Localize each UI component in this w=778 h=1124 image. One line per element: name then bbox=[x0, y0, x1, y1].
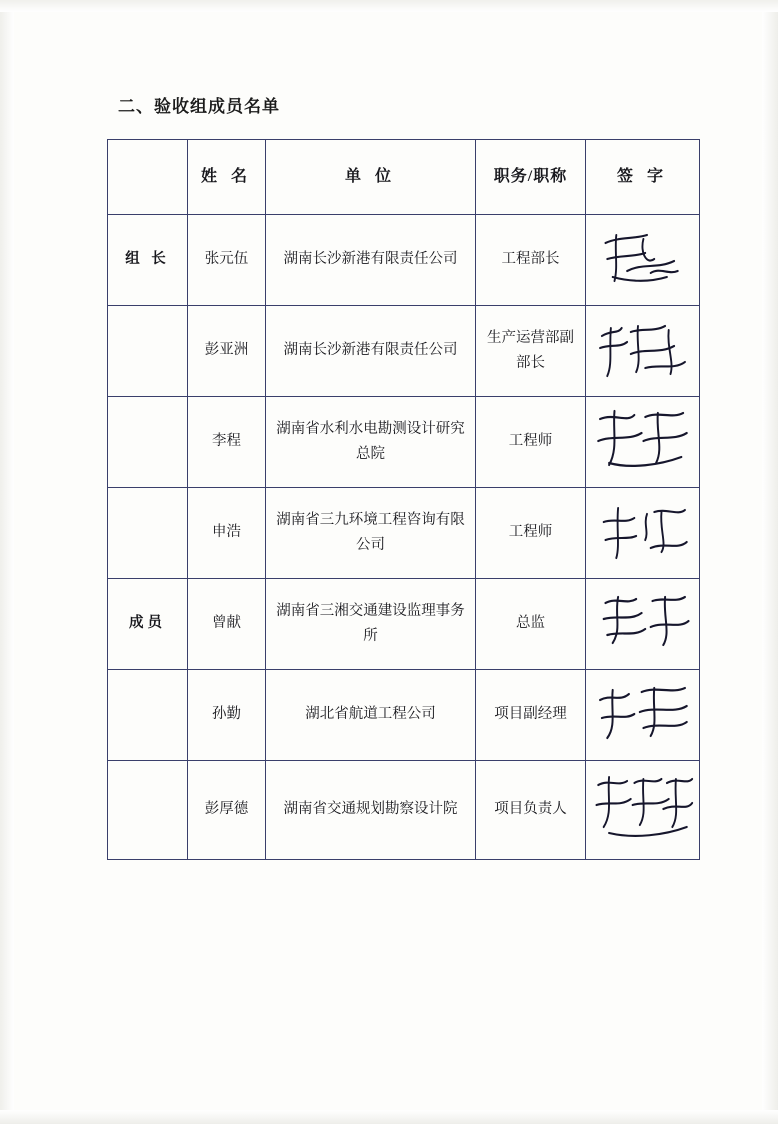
table-row bbox=[108, 488, 700, 579]
cell-name: 彭厚德 bbox=[188, 761, 266, 860]
cell-signature bbox=[586, 215, 700, 306]
section-heading: 二、验收组成员名单 bbox=[118, 97, 280, 117]
cell-unit: 湖南省三湘交通建设监理事务所 bbox=[266, 579, 476, 670]
cell-name: 孙勤 bbox=[188, 670, 266, 761]
table-row bbox=[108, 397, 700, 488]
cell-role: 组 长 bbox=[108, 215, 188, 306]
handwritten-signature bbox=[591, 674, 694, 756]
handwritten-signature bbox=[591, 310, 694, 392]
table-row bbox=[108, 761, 700, 860]
table-row bbox=[108, 306, 700, 397]
cell-role bbox=[108, 761, 188, 860]
table-header-row bbox=[108, 140, 700, 215]
cell-name: 申浩 bbox=[188, 488, 266, 579]
handwritten-signature bbox=[591, 219, 694, 301]
cell-role: 成员 bbox=[108, 579, 188, 670]
cell-unit: 湖南省交通规划勘察设计院 bbox=[266, 761, 476, 860]
cell-unit: 湖南省水利水电勘测设计研究总院 bbox=[266, 397, 476, 488]
cell-signature bbox=[586, 761, 700, 860]
page-edge-right bbox=[762, 0, 778, 1124]
cell-name: 彭亚洲 bbox=[188, 306, 266, 397]
cell-name: 李程 bbox=[188, 397, 266, 488]
cell-role bbox=[108, 397, 188, 488]
handwritten-signature bbox=[591, 401, 694, 483]
cell-unit: 湖南长沙新港有限责任公司 bbox=[266, 306, 476, 397]
cell-role bbox=[108, 670, 188, 761]
cell-title: 总监 bbox=[476, 579, 586, 670]
column-header-title: 职务/职称 bbox=[476, 140, 586, 215]
handwritten-signature bbox=[591, 492, 694, 574]
cell-title: 项目负责人 bbox=[476, 761, 586, 860]
page-edge-bottom bbox=[0, 1110, 778, 1124]
cell-title: 生产运营部副部长 bbox=[476, 306, 586, 397]
table-row bbox=[108, 670, 700, 761]
table-row bbox=[108, 579, 700, 670]
cell-signature bbox=[586, 579, 700, 670]
cell-title: 工程师 bbox=[476, 488, 586, 579]
cell-unit: 湖北省航道工程公司 bbox=[266, 670, 476, 761]
handwritten-signature bbox=[591, 583, 694, 665]
cell-signature bbox=[586, 670, 700, 761]
cell-signature bbox=[586, 306, 700, 397]
cell-name: 张元伍 bbox=[188, 215, 266, 306]
cell-title: 工程部长 bbox=[476, 215, 586, 306]
cell-unit: 湖南省三九环境工程咨询有限公司 bbox=[266, 488, 476, 579]
cell-signature bbox=[586, 397, 700, 488]
cell-title: 工程师 bbox=[476, 397, 586, 488]
cell-role bbox=[108, 488, 188, 579]
page-edge-top bbox=[0, 0, 778, 12]
column-header-unit: 单 位 bbox=[266, 140, 476, 215]
cell-signature bbox=[586, 488, 700, 579]
cell-name: 曾献 bbox=[188, 579, 266, 670]
column-header-name: 姓 名 bbox=[188, 140, 266, 215]
cell-role bbox=[108, 306, 188, 397]
cell-unit: 湖南长沙新港有限责任公司 bbox=[266, 215, 476, 306]
column-header-role bbox=[108, 140, 188, 215]
handwritten-signature bbox=[591, 765, 694, 855]
cell-title: 项目副经理 bbox=[476, 670, 586, 761]
acceptance-group-member-table bbox=[107, 139, 700, 860]
page-edge-left bbox=[0, 0, 14, 1124]
table-row bbox=[108, 215, 700, 306]
column-header-signature: 签 字 bbox=[586, 140, 700, 215]
